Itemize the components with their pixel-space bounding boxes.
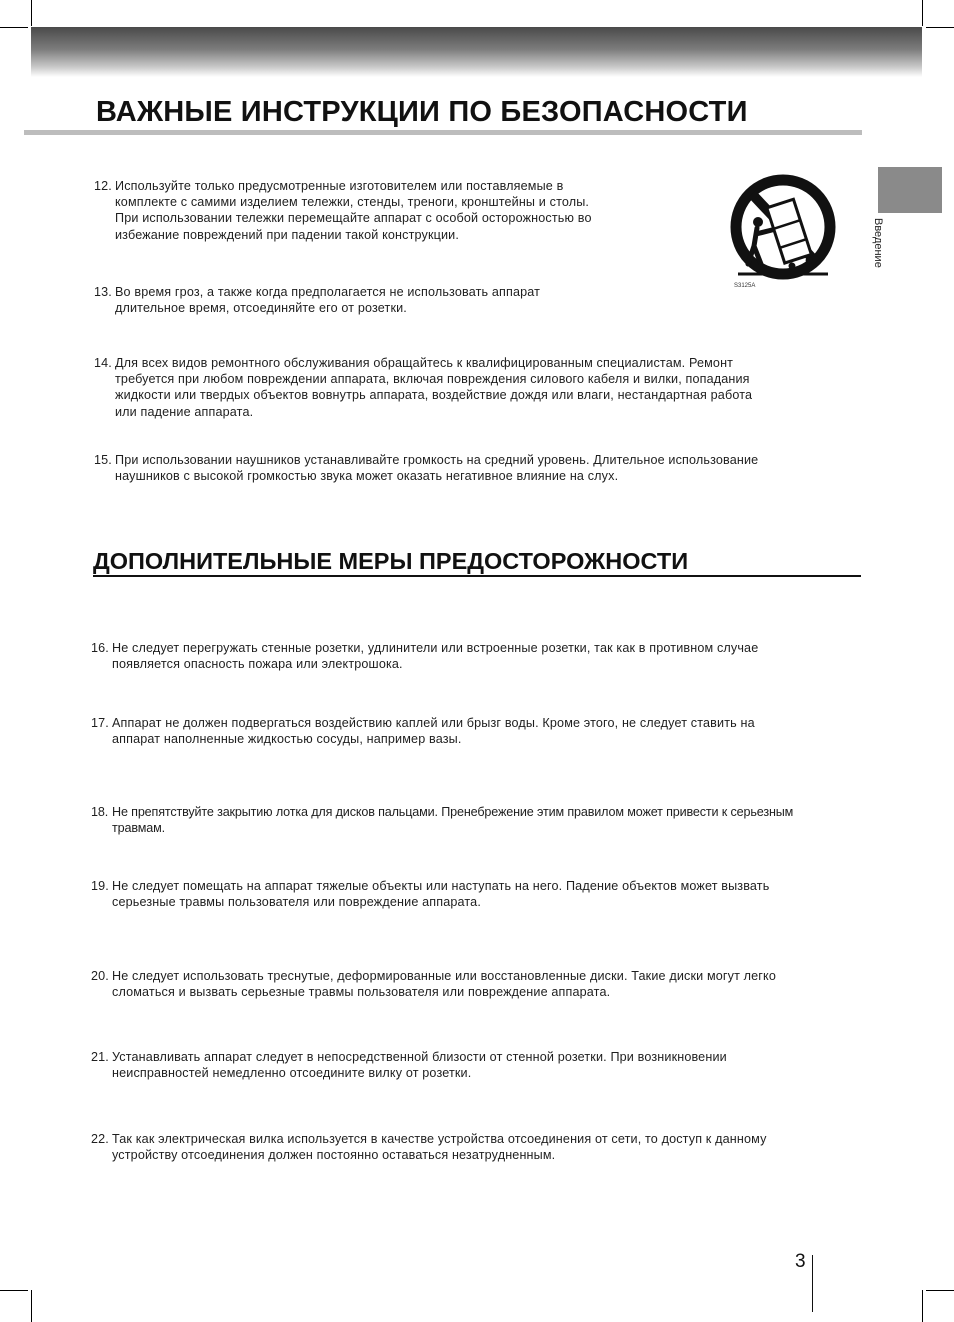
item-line: аппарат наполненные жидкостью сосуды, например вазы. [112, 732, 462, 747]
section-tab [878, 167, 942, 213]
item-line: наушников с высокой громкостью звука может оказать негативное влияние на слух. [115, 469, 619, 484]
item-line: комплекте с самими изделием тележки, стенды, треноги, кронштейны и столы. [115, 195, 590, 210]
item-line: Аппарат не должен подвергаться воздействию каплей или брызг воды. Кроме этого, не следует ставить на [112, 716, 755, 730]
crop-mark [0, 1290, 28, 1291]
crop-mark [922, 1290, 923, 1322]
item-number: 12. [94, 179, 112, 193]
title-rule [24, 130, 862, 135]
item-number: 19. [91, 879, 109, 893]
section-title-rule [93, 575, 861, 577]
item-line: Не препятствуйте закрытию лотка для дисков пальцами. Пренебрежение этим правилом может привести к серьезным [112, 805, 794, 819]
item-number: 14. [94, 356, 112, 370]
crop-mark [926, 1290, 954, 1291]
list-item [94, 355, 752, 420]
list-item [91, 715, 755, 747]
list-item [91, 878, 769, 910]
page-number-rule [812, 1255, 813, 1312]
crop-mark [31, 0, 32, 26]
list-item [91, 968, 776, 1000]
item-line: При использовании наушников устанавливайте громкость на средний уровень. Длительное использование [115, 453, 759, 467]
list-item [94, 452, 758, 484]
list-item [91, 1049, 727, 1081]
page-number: 3 [795, 1251, 806, 1272]
item-number: 22. [91, 1132, 109, 1146]
list-item [91, 804, 793, 836]
cart-tip-over-warning-icon [728, 172, 838, 290]
item-number: 13. [94, 285, 112, 299]
item-line: Устанавливать аппарат следует в непосредственной близости от стенной розетки. При возникновении [112, 1050, 727, 1064]
item-number: 20. [91, 969, 109, 983]
header-band [31, 27, 922, 77]
icon-caption: S3125A [734, 283, 756, 289]
list-item [91, 1131, 767, 1163]
crop-mark [0, 27, 28, 28]
item-line: травмам. [112, 821, 165, 836]
item-line: требуется при любом повреждении аппарата, включая повреждения силового кабеля и вилки, попадания [115, 372, 750, 387]
item-line: появляется опасность пожара или электрошока. [112, 657, 403, 672]
item-line: избежание повреждений при падении такой конструкции. [115, 227, 460, 242]
item-line: жидкости или твердых объектов вовнутрь аппарата, воздействие дождя или влаги, нестандартная работа [115, 388, 753, 403]
item-number: 21. [91, 1050, 109, 1064]
item-line: или падение аппарата. [115, 404, 254, 419]
item-line: При использовании тележки перемещайте аппарат с особой осторожностью во [115, 211, 592, 226]
crop-mark [926, 27, 954, 28]
section-title: ДОПОЛНИТЕЛЬНЫЕ МЕРЫ ПРЕДОСТОРОЖНОСТИ [93, 548, 689, 574]
page-title: ВАЖНЫЕ ИНСТРУКЦИИ ПО БЕЗОПАСНОСТИ [96, 96, 748, 128]
list-item [94, 178, 592, 243]
list-item [94, 284, 540, 316]
item-line: Во время гроз, а также когда предполагается не использовать аппарат [115, 285, 541, 299]
item-number: 16. [91, 641, 109, 655]
item-line: Не следует помещать на аппарат тяжелые объекты или наступать на него. Падение объектов может вызвать [112, 879, 770, 893]
item-number: 15. [94, 453, 112, 467]
item-number: 17. [91, 716, 109, 730]
item-line: Так как электрическая вилка используется в качестве устройства отсоединения от сети, то доступ к данному [112, 1132, 767, 1146]
item-line: Используйте только предусмотренные изготовителем или поставляемые в [115, 179, 564, 193]
item-line: серьезные травмы пользователя или повреждение аппарата. [112, 895, 481, 910]
item-line: сломаться и вызвать серьезные травмы пользователя или повреждение аппарата. [112, 985, 611, 1000]
item-line: неисправностей немедленно отсоедините вилку от розетки. [112, 1066, 472, 1081]
crop-mark [31, 1290, 32, 1322]
section-tab-label: Введение [872, 218, 884, 268]
item-line: длительное время, отсоединяйте его от розетки. [115, 301, 407, 316]
item-line: Для всех видов ремонтного обслуживания обращайтесь к квалифицированным специалистам. Ремонт [115, 356, 734, 370]
crop-mark [922, 0, 923, 26]
list-item [91, 640, 758, 672]
item-number: 18. [91, 805, 109, 819]
item-line: Не следует использовать треснутые, деформированные или восстановленные диски. Такие диски могут легко [112, 969, 777, 983]
item-line: Не следует перегружать стенные розетки, удлинители или встроенные розетки, так как в противном случае [112, 641, 759, 655]
item-line: устройству отсоединения должен постоянно оставаться незатрудненным. [112, 1148, 556, 1163]
